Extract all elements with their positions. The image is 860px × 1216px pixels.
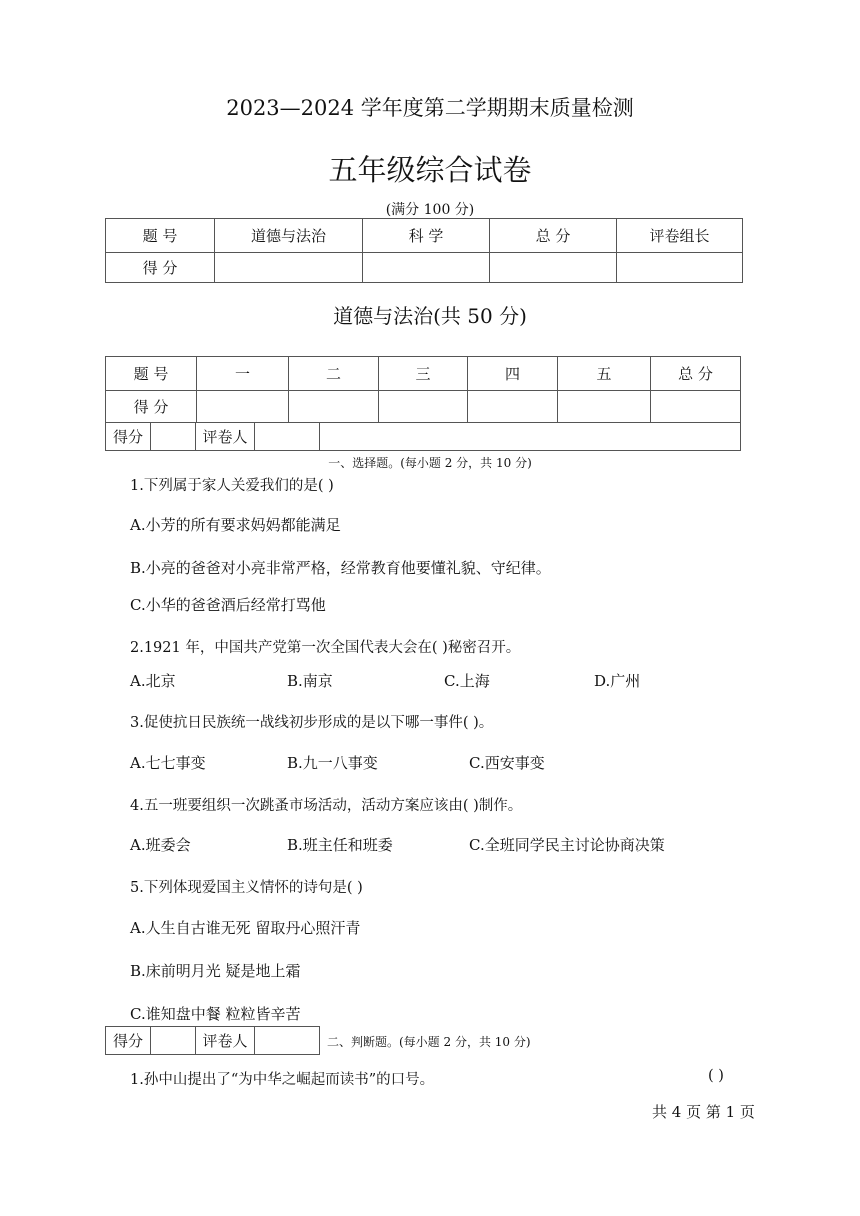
header-cell: 四: [468, 357, 558, 391]
question-1-option-c: C.小华的爸爸酒后经常打骂他: [130, 596, 326, 614]
exam-subtitle: 五年级综合试卷: [328, 153, 532, 187]
score-cell: [363, 253, 490, 283]
row-label: 得 分: [106, 391, 197, 423]
question-2-stem: 2.1921 年，中国共产党第一次全国代表大会在( )秘密召开。: [130, 640, 521, 656]
question-5-option-b: B.床前明月光 疑是地上霜: [130, 962, 301, 980]
question-3-stem: 3.促使抗日民族统一战线初步形成的是以下哪一事件( )。: [130, 715, 494, 731]
summary-score-table: [105, 218, 743, 283]
judgement-1-answer-bracket: ( ): [708, 1068, 724, 1084]
score-cell: [490, 253, 617, 283]
grader-label: 评卷人: [196, 423, 255, 451]
score-cell: [558, 391, 651, 423]
question-5-option-a: A.人生自古谁无死 留取丹心照汗青: [130, 919, 361, 937]
question-4-option-b: B.班主任和班委: [287, 836, 393, 854]
exam-title: 2023—2024 学年度第二学期期末质量检测: [226, 96, 634, 120]
question-1-stem: 1.下列属于家人关爱我们的是( ): [130, 478, 334, 494]
score-cell: [468, 391, 558, 423]
blank-cell: [320, 423, 741, 451]
header-cell: 一: [197, 357, 289, 391]
question-3-option-b: B.九一八事变: [287, 754, 378, 772]
score-label: 得分: [106, 1027, 151, 1055]
grader-cell: [255, 1027, 320, 1055]
question-1-option-b: B.小亮的爸爸对小亮非常严格，经常教育他要懂礼貌、守纪律。: [130, 559, 551, 577]
question-5-option-c: C.谁知盘中餐 粒粒皆辛苦: [130, 1005, 301, 1023]
header-cell: 道德与法治: [215, 219, 363, 253]
question-4-option-c: C.全班同学民主讨论协商决策: [469, 836, 665, 854]
header-cell: 题 号: [106, 219, 215, 253]
header-cell: 题 号: [106, 357, 197, 391]
section-score-table: [105, 356, 741, 423]
question-3-option-c: C.西安事变: [469, 754, 545, 772]
score-cell: [651, 391, 741, 423]
section-title: 道德与法治(共 50 分): [333, 304, 527, 328]
score-cell: [617, 253, 743, 283]
header-cell: 总 分: [651, 357, 741, 391]
question-4-stem: 4.五一班要组织一次跳蚤市场活动，活动方案应该由( )制作。: [130, 798, 523, 814]
header-cell: 五: [558, 357, 651, 391]
judgement-1-statement: 1.孙中山提出了“为中华之崛起而读书”的口号。: [130, 1072, 435, 1088]
part1-heading: 一、选择题。(每小题 2 分，共 10 分): [328, 456, 532, 470]
question-1-option-a: A.小芳的所有要求妈妈都能满足: [130, 516, 341, 534]
grader-label: 评卷人: [196, 1027, 255, 1055]
question-3-option-a: A.七七事变: [130, 754, 206, 772]
grader-cell: [255, 423, 320, 451]
score-cell: [151, 1027, 196, 1055]
score-cell: [379, 391, 468, 423]
grader-box-2: [105, 1026, 320, 1055]
question-2-option-b: B.南京: [287, 672, 333, 690]
question-5-stem: 5.下列体现爱国主义情怀的诗句是( ): [130, 880, 363, 896]
full-score-note: (满分 100 分): [385, 202, 475, 218]
page-number: 共 4 页 第 1 页: [652, 1103, 755, 1121]
score-cell: [215, 253, 363, 283]
score-cell: [289, 391, 379, 423]
grader-box-1: [105, 422, 741, 451]
question-2-option-a: A.北京: [130, 672, 176, 690]
part2-heading: 二、判断题。(每小题 2 分，共 10 分): [327, 1035, 531, 1049]
header-cell: 三: [379, 357, 468, 391]
score-cell: [197, 391, 289, 423]
score-label: 得分: [106, 423, 151, 451]
question-2-option-d: D.广州: [594, 672, 641, 690]
score-cell: [151, 423, 196, 451]
header-cell: 评卷组长: [617, 219, 743, 253]
question-4-option-a: A.班委会: [130, 836, 191, 854]
header-cell: 二: [289, 357, 379, 391]
header-cell: 总 分: [490, 219, 617, 253]
header-cell: 科 学: [363, 219, 490, 253]
row-label: 得 分: [106, 253, 215, 283]
question-2-option-c: C.上海: [444, 672, 490, 690]
